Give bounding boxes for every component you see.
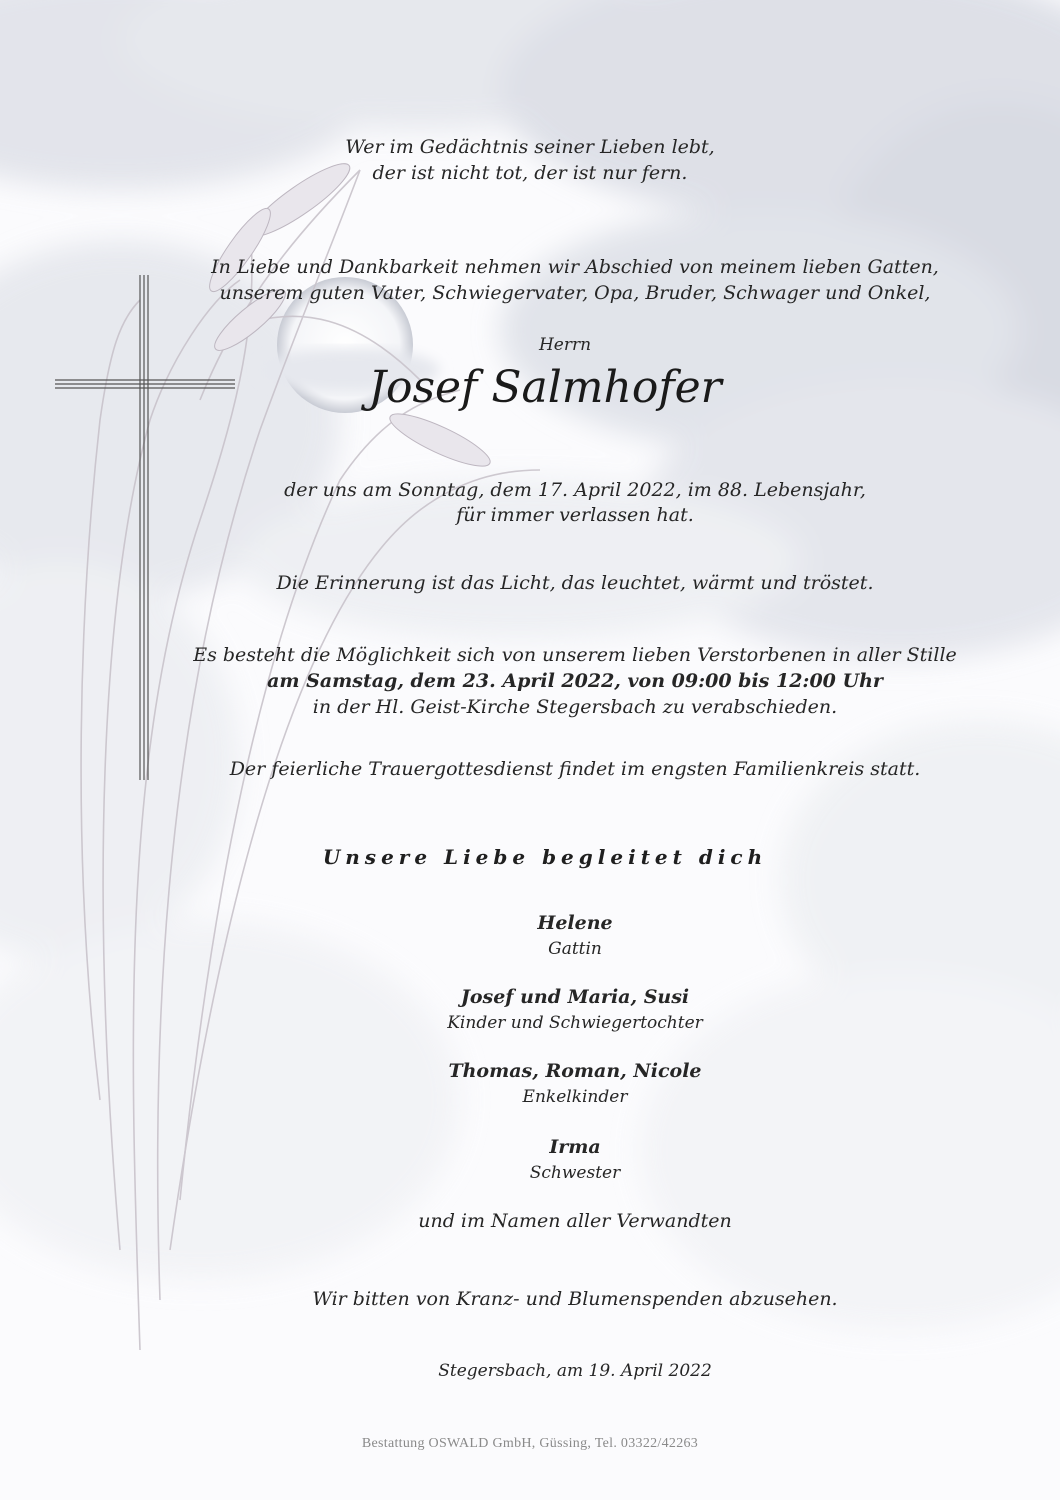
intro-line-1: In Liebe und Dankbarkeit nehmen wir Abschied von meinem lieben Gatten, bbox=[211, 256, 939, 278]
place-date: Stegersbach, am 19. April 2022 bbox=[438, 1361, 712, 1381]
farewell-line-1: Es besteht die Möglichkeit sich von unserem lieben Verstorbenen in aller Stille bbox=[193, 644, 957, 666]
funeral-home-footer: Bestattung OSWALD GmbH, Güssing, Tel. 03322/42263 bbox=[361, 1436, 699, 1451]
mourner-relation: Enkelkinder bbox=[522, 1087, 628, 1107]
relatives-line: und im Namen aller Verwandten bbox=[418, 1210, 732, 1232]
mourner-relation: Kinder und Schwiegertochter bbox=[447, 1013, 703, 1033]
death-notice-line-2: für immer verlassen hat. bbox=[456, 504, 694, 526]
mourner-relation: Gattin bbox=[548, 939, 602, 959]
mourners-heading: Unsere Liebe begleitet dich bbox=[322, 845, 768, 869]
deceased-name: Josef Salmhofer bbox=[368, 362, 722, 413]
motto-line-1: Wer im Gedächtnis seiner Lieben lebt, bbox=[345, 136, 715, 158]
mourner-names: Helene bbox=[537, 912, 613, 934]
motto-line-2: der ist nicht tot, der ist nur fern. bbox=[372, 162, 688, 184]
mourner-names: Irma bbox=[549, 1136, 601, 1158]
mourner-names: Josef und Maria, Susi bbox=[460, 986, 690, 1008]
service-notice: Der feierliche Trauergottesdienst findet im engsten Familienkreis statt. bbox=[229, 758, 921, 780]
farewell-line-3: in der Hl. Geist-Kirche Stegersbach zu verabschieden. bbox=[312, 696, 838, 718]
quote: Die Erinnerung ist das Licht, das leuchtet, wärmt und tröstet. bbox=[276, 572, 874, 594]
mourner-relation: Schwester bbox=[529, 1163, 621, 1183]
farewell-line-2: am Samstag, dem 23. April 2022, von 09:00 bis 12:00 Uhr bbox=[267, 670, 883, 692]
death-notice-line-1: der uns am Sonntag, dem 17. April 2022, im 88. Lebensjahr, bbox=[284, 479, 866, 501]
donation-request: Wir bitten von Kranz- und Blumenspenden abzusehen. bbox=[312, 1288, 838, 1310]
intro-line-2: unserem guten Vater, Schwiegervater, Opa, Bruder, Schwager und Onkel, bbox=[219, 282, 931, 304]
mourner-names: Thomas, Roman, Nicole bbox=[448, 1060, 702, 1082]
salutation: Herrn bbox=[538, 335, 592, 355]
